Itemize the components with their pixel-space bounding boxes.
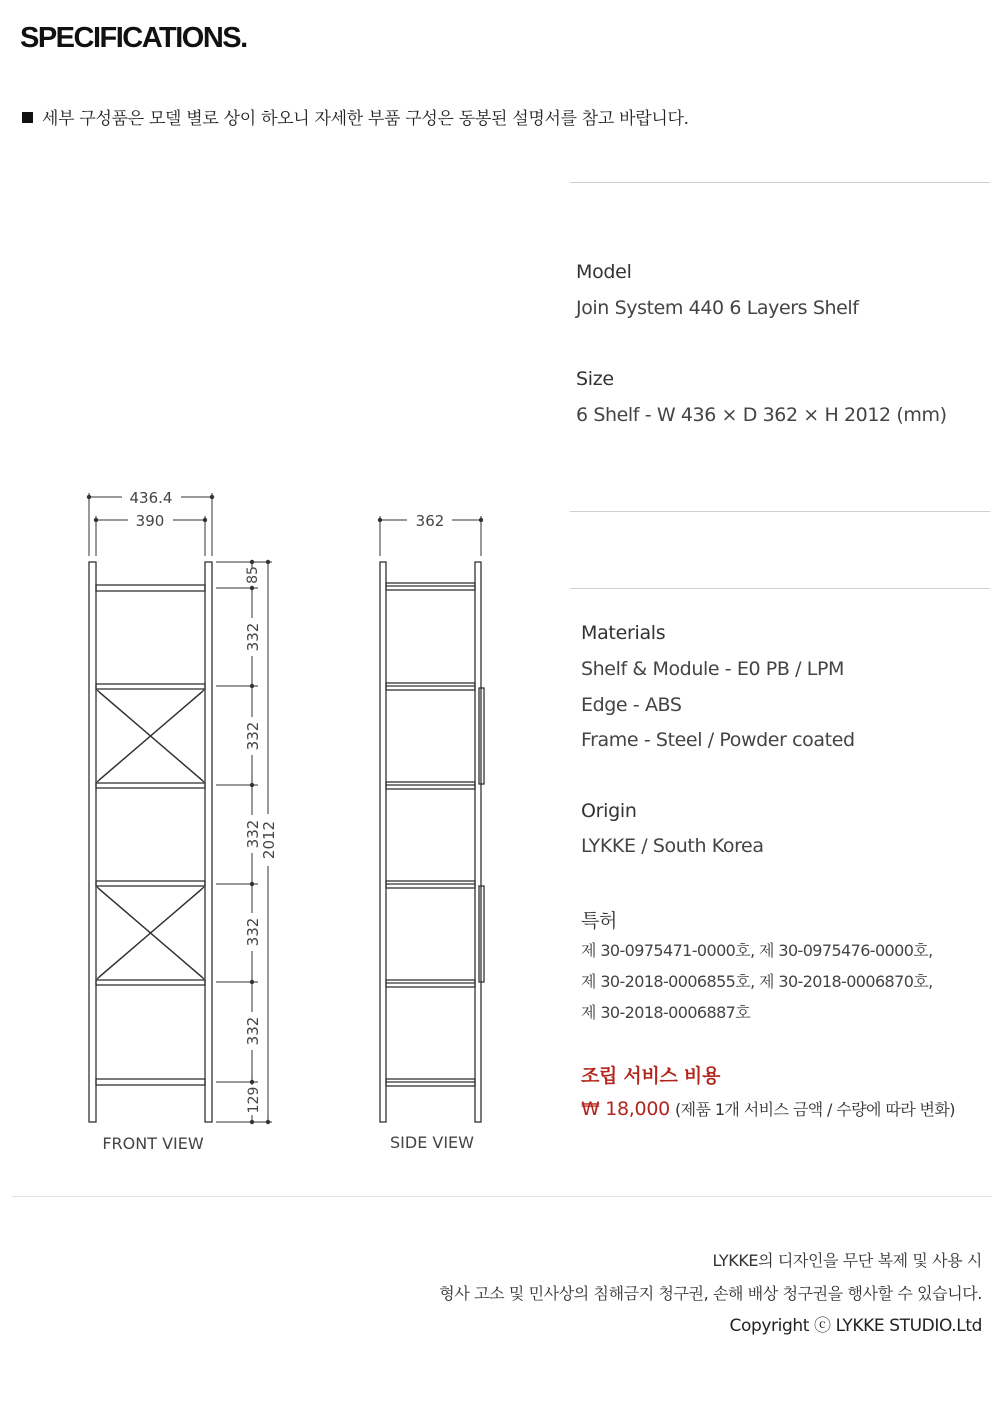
model-value: Join System 440 6 Layers Shelf bbox=[576, 297, 859, 319]
patent-line: 제 30-0975471-0000호, 제 30-0975476-0000호, bbox=[581, 941, 933, 960]
notice bbox=[22, 104, 689, 129]
divider-materials bbox=[570, 588, 990, 589]
side-view-frame bbox=[380, 562, 484, 1122]
assembly-price: ₩ 18,000 bbox=[581, 1098, 670, 1120]
dim-spacing: 332 bbox=[244, 721, 262, 751]
dim-spacing: 332 bbox=[244, 819, 262, 849]
footer bbox=[439, 1244, 982, 1343]
patent-line: 제 30-2018-0006887호 bbox=[581, 1003, 751, 1022]
assembly-service-label: 조립 서비스 비용 bbox=[581, 1065, 721, 1087]
divider-top bbox=[570, 182, 990, 183]
dim-bottom-gap: 129 bbox=[246, 1086, 262, 1114]
copyright: Copyright ⓒ LYKKE STUDIO.Ltd bbox=[729, 1316, 982, 1336]
materials-line: Shelf & Module - E0 PB / LPM bbox=[581, 658, 845, 680]
page-title: SPECIFICATIONS. bbox=[20, 22, 247, 54]
side-view-caption: SIDE VIEW bbox=[390, 1133, 474, 1152]
divider-middle bbox=[570, 511, 990, 512]
notice-text: 세부 구성품은 모델 별로 상이 하오니 자세한 부품 구성은 동봉된 설명서를 참고 바랍니다. bbox=[42, 109, 689, 129]
dim-width-inner: 390 bbox=[135, 512, 165, 530]
front-view-caption: FRONT VIEW bbox=[102, 1134, 204, 1153]
dim-spacing: 332 bbox=[244, 622, 262, 652]
technical-drawing bbox=[60, 480, 520, 1160]
materials-line: Edge - ABS bbox=[581, 694, 682, 716]
materials-label: Materials bbox=[581, 622, 666, 644]
dim-width-outer: 436.4 bbox=[129, 489, 173, 507]
dim-top-gap: 85 bbox=[245, 566, 261, 584]
front-view-frame bbox=[89, 562, 212, 1122]
footer-line: LYKKE의 디자인을 무단 복제 및 사용 시 bbox=[712, 1251, 982, 1270]
assembly-price-row bbox=[581, 1097, 955, 1120]
dim-spacing: 332 bbox=[244, 1016, 262, 1046]
dim-spacing: 332 bbox=[244, 917, 262, 947]
size-value: 6 Shelf - W 436 × D 362 × H 2012 (mm) bbox=[576, 404, 947, 426]
model-label: Model bbox=[576, 261, 632, 283]
dim-depth: 362 bbox=[415, 512, 445, 530]
origin-label: Origin bbox=[581, 800, 637, 822]
materials-line: Frame - Steel / Powder coated bbox=[581, 729, 855, 751]
divider-footer bbox=[12, 1196, 992, 1197]
patent-line: 제 30-2018-0006855호, 제 30-2018-0006870호, bbox=[581, 972, 933, 991]
size-label: Size bbox=[576, 368, 614, 390]
bullet-square-icon bbox=[22, 112, 33, 123]
patent-label: 특허 bbox=[581, 910, 618, 932]
footer-line: 형사 고소 및 민사상의 침해금지 청구권, 손해 배상 청구권을 행사할 수 있습니다. bbox=[439, 1284, 982, 1303]
origin-value: LYKKE / South Korea bbox=[581, 835, 764, 857]
assembly-price-note: (제품 1개 서비스 금액 / 수량에 따라 변화) bbox=[675, 1100, 955, 1119]
dim-height-total: 2012 bbox=[260, 820, 278, 860]
